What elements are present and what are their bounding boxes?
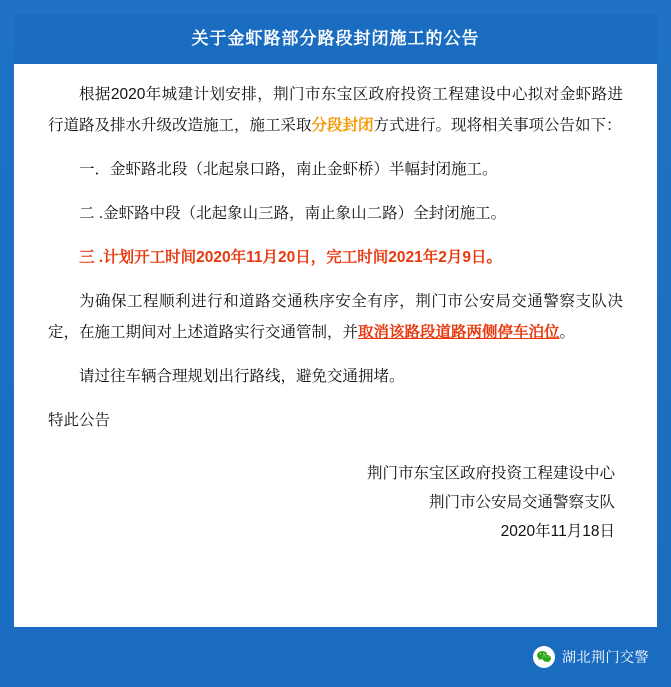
notice-item-2: 二 .金虾路中段（北起象山三路，南止象山二路）全封闭施工。 [79, 205, 507, 223]
item-3-prefix: 三 .计划 [79, 249, 135, 267]
signature-line-2: 荆门市公安局交通警察支队 [428, 494, 615, 512]
wechat-account-name: 湖北荆门交警 [562, 649, 649, 665]
paragraph-2-text-part-2: 。 [559, 323, 576, 341]
paragraph-1-text-part-1: 根据2020年城建计划安排，荆门市东宝区政府投资工程建设中心拟对金虾路进行道路及排水升级改造施工，施工采取 [48, 86, 623, 134]
notice-title: 关于金虾路部分路段封闭施工的公告 [14, 14, 657, 64]
item-3-highlight: 开工时间2020年11月20日，完工时间2021年2月9日。 [134, 249, 502, 267]
notice-item-3 [48, 243, 623, 273]
wechat-account-badge[interactable] [533, 646, 649, 668]
notice-paragraph-3: 请过往车辆合理规划出行路线，避免交通拥堵。 [79, 367, 405, 385]
poster-footer [0, 627, 671, 687]
notice-paragraph-1 [48, 80, 623, 140]
notice-paragraph-2 [48, 287, 623, 347]
notice-paragraph-4: 特此公告 [48, 412, 111, 430]
wechat-icon [533, 646, 555, 668]
paragraph-1-highlight: 分段封闭 [311, 116, 374, 134]
signature-date: 2020年11月18日 [500, 522, 615, 540]
notice-card [14, 14, 657, 627]
notice-signature [14, 450, 657, 546]
notice-item-1: 一．金虾路北段（北起泉口路，南止金虾桥）半幅封闭施工。 [79, 160, 498, 178]
paragraph-2-highlight: 取消该路段道路两侧停车泊位 [358, 323, 560, 341]
notice-body [14, 64, 657, 436]
paragraph-2-text-part-1: 为确保工程顺利进行和道路交通秩序安全有序，荆门市公安局交通警察支队决定，在施工期间对上述道路实行交通管制，并 [48, 293, 623, 341]
paragraph-1-text-part-2: 方式进行。现将相关事项公告如下： [373, 116, 622, 134]
signature-line-1: 荆门市东宝区政府投资工程建设中心 [366, 465, 615, 483]
